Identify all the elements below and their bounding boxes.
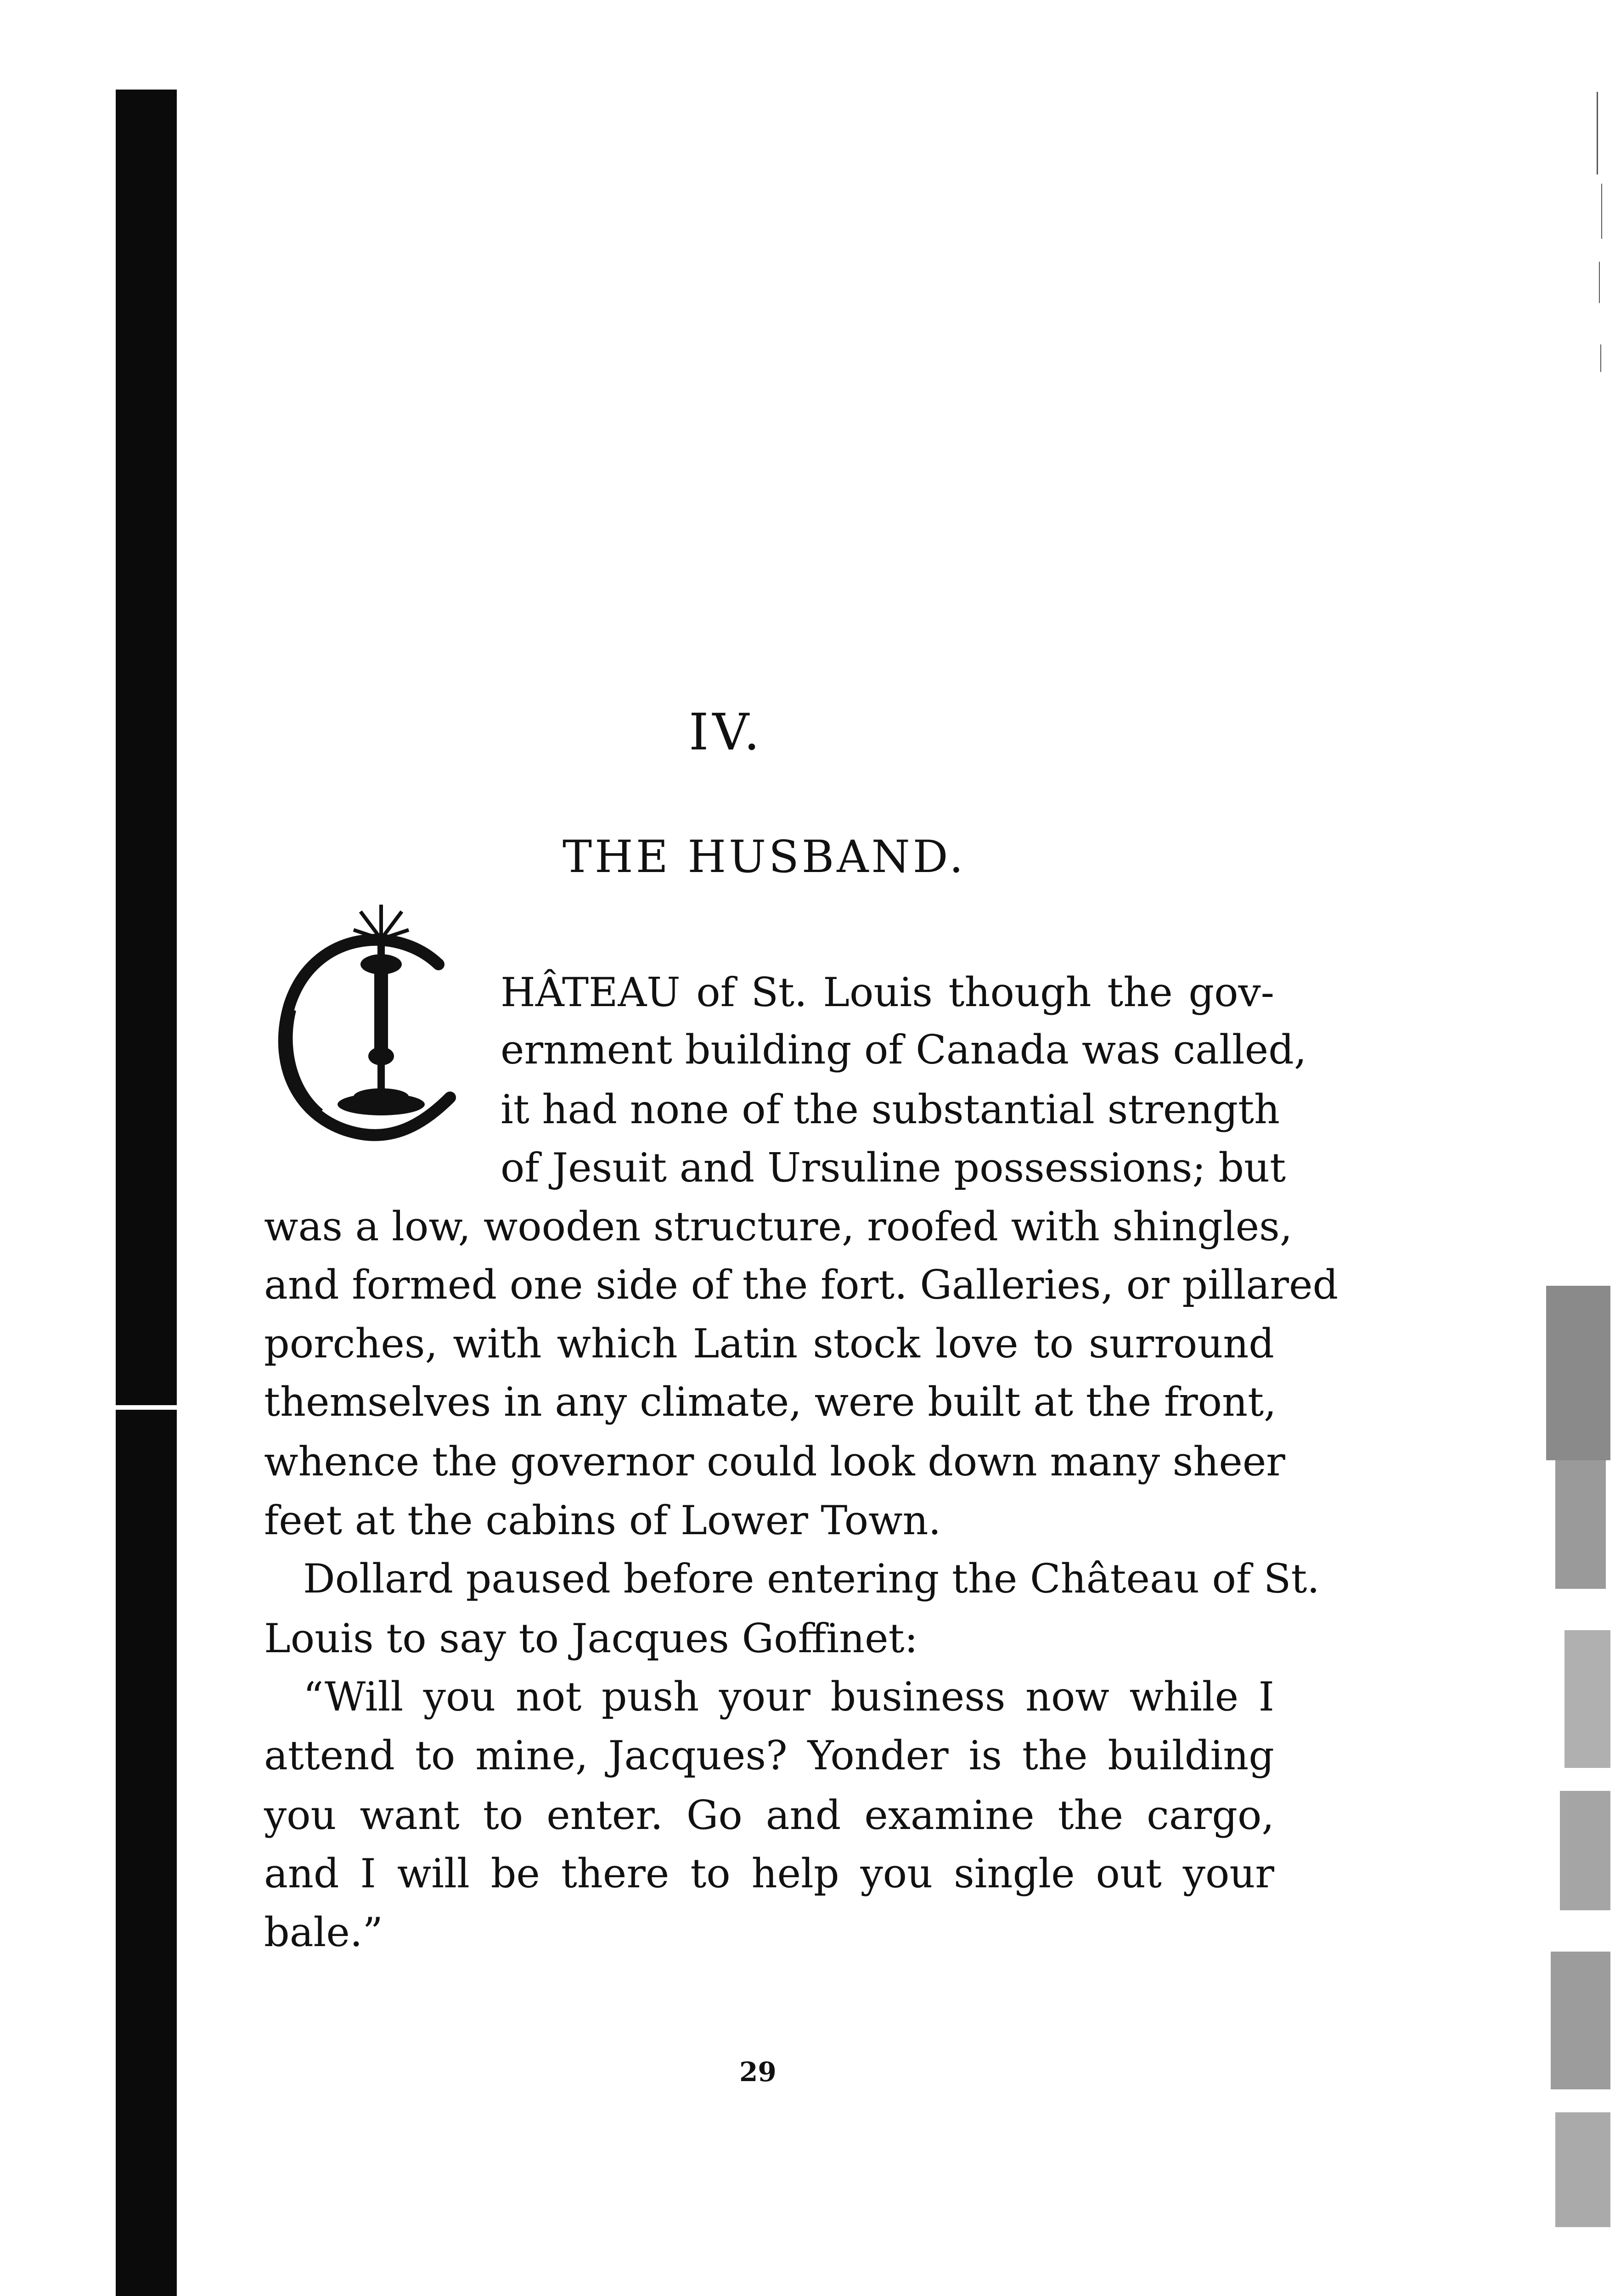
text-line: bale.” — [264, 1909, 383, 1956]
text-line: themselves in any climate, were built at the front, — [264, 1379, 1277, 1425]
text-line: you want to enter. Go and examine the cargo, — [264, 1792, 1274, 1839]
text-line: Louis to say to Jacques Goffinet: — [264, 1615, 918, 1662]
text-line: was a low, wooden structure, roofed with shingles, — [264, 1203, 1293, 1250]
binding-shadow — [116, 90, 177, 2296]
chapter-title: THE HUSBAND. — [563, 831, 966, 883]
text-line: “Will you not push your business now while I — [303, 1673, 1274, 1720]
text-line: whence the governor could look down many sheer — [264, 1438, 1285, 1485]
text-line: feet at the cabins of Lower Town. — [264, 1497, 941, 1544]
text-line: HÂTEAU of St. Louis though the gov- — [501, 969, 1274, 1016]
text-line: of Jesuit and Ursuline possessions; but — [501, 1144, 1286, 1191]
text-line: porches, with which Latin stock love to surround — [264, 1320, 1274, 1367]
page-number: 29 — [739, 2056, 777, 2088]
scan-edge-noise — [1528, 69, 1615, 2296]
text-line: attend to mine, Jacques? Yonder is the building — [264, 1732, 1274, 1779]
text-line: Dollard paused before entering the Château of St. — [303, 1555, 1320, 1602]
ornamental-dropcap-c — [257, 895, 473, 1153]
text-line: and formed one side of the fort. Galleries, or pillared — [264, 1261, 1339, 1308]
text-line: it had none of the substantial strength — [501, 1086, 1280, 1133]
text-line: and I will be there to help you single out your — [264, 1850, 1274, 1897]
chapter-number: IV. — [689, 703, 764, 761]
binding-notch — [116, 1405, 177, 1410]
text-line: ernment building of Canada was called, — [501, 1026, 1307, 1073]
